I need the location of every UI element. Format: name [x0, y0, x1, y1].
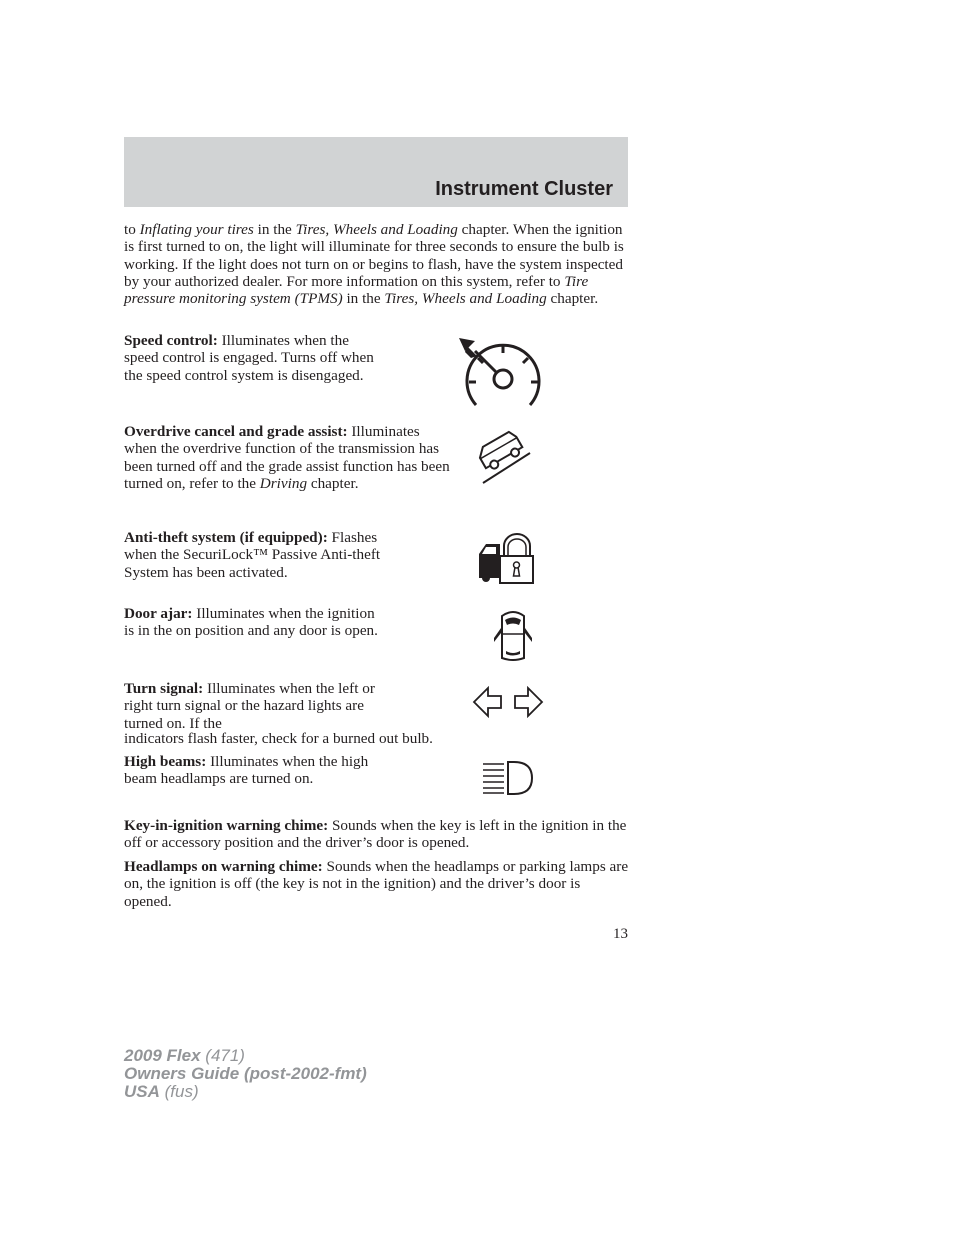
header-band — [124, 137, 628, 207]
high-beam-icon — [480, 760, 536, 796]
page-title: Instrument Cluster — [435, 178, 613, 200]
footer — [124, 1047, 367, 1101]
high-beams-description: High beams: Illuminates when the high beam headlamps are turned on. — [124, 753, 369, 788]
footer-line-1: 2009 Flex (471) — [124, 1046, 245, 1065]
overdrive-grade-assist-icon — [474, 430, 534, 486]
key-chime-paragraph: Key-in-ignition warning chime: Sounds when the key is left in the ignition in the off or accessory position and the driver’s door is opened. — [124, 817, 627, 852]
page-number: 13 — [613, 926, 628, 942]
door-ajar-description: Door ajar: Illuminates when the ignition is in the on position and any door is open. — [124, 605, 378, 640]
intro-paragraph: to Inflating your tires in the Tires, Wheels and Loading chapter. When the ignition is first turned to on, the light will illuminate for three seconds to ensure the bulb is working. If the light does not turn on or begins to flash, have the system inspected by your authorized dealer. For more information on this system, refer to Tire pressure monitoring system (TPMS) in the Tires, Wheels and Loading chapter. — [124, 221, 624, 308]
turn-signal-arrows-icon — [472, 686, 544, 718]
footer-line-3: USA (fus) — [124, 1082, 199, 1101]
speed-control-icon — [455, 334, 545, 412]
footer-line-2: Owners Guide (post-2002-fmt) — [124, 1064, 367, 1083]
turn-signal-description-end: indicators flash faster, check for a burned out bulb. — [124, 730, 433, 747]
headlamp-chime-paragraph: Headlamps on warning chime: Sounds when the headlamps or parking lamps are on, the ignition is off (the key is not in the ignition) and the driver’s door is opened. — [124, 858, 629, 910]
turn-signal-description: Turn signal: Illuminates when the left or right turn signal or the hazard lights are turned on. If the — [124, 680, 375, 732]
anti-theft-lock-icon — [474, 532, 536, 586]
door-ajar-icon — [490, 606, 536, 664]
overdrive-description: Overdrive cancel and grade assist: Illuminates when the overdrive function of the transmission has been turned off and the grade assist function has been turned on, refer to the Driving chapter. — [124, 423, 450, 492]
speed-control-description: Speed control: Illuminates when the speed control is engaged. Turns off when the speed control system is disengaged. — [124, 332, 374, 384]
anti-theft-description: Anti-theft system (if equipped): Flashes when the SecuriLock™ Passive Anti-theft System has been activated. — [124, 529, 381, 581]
